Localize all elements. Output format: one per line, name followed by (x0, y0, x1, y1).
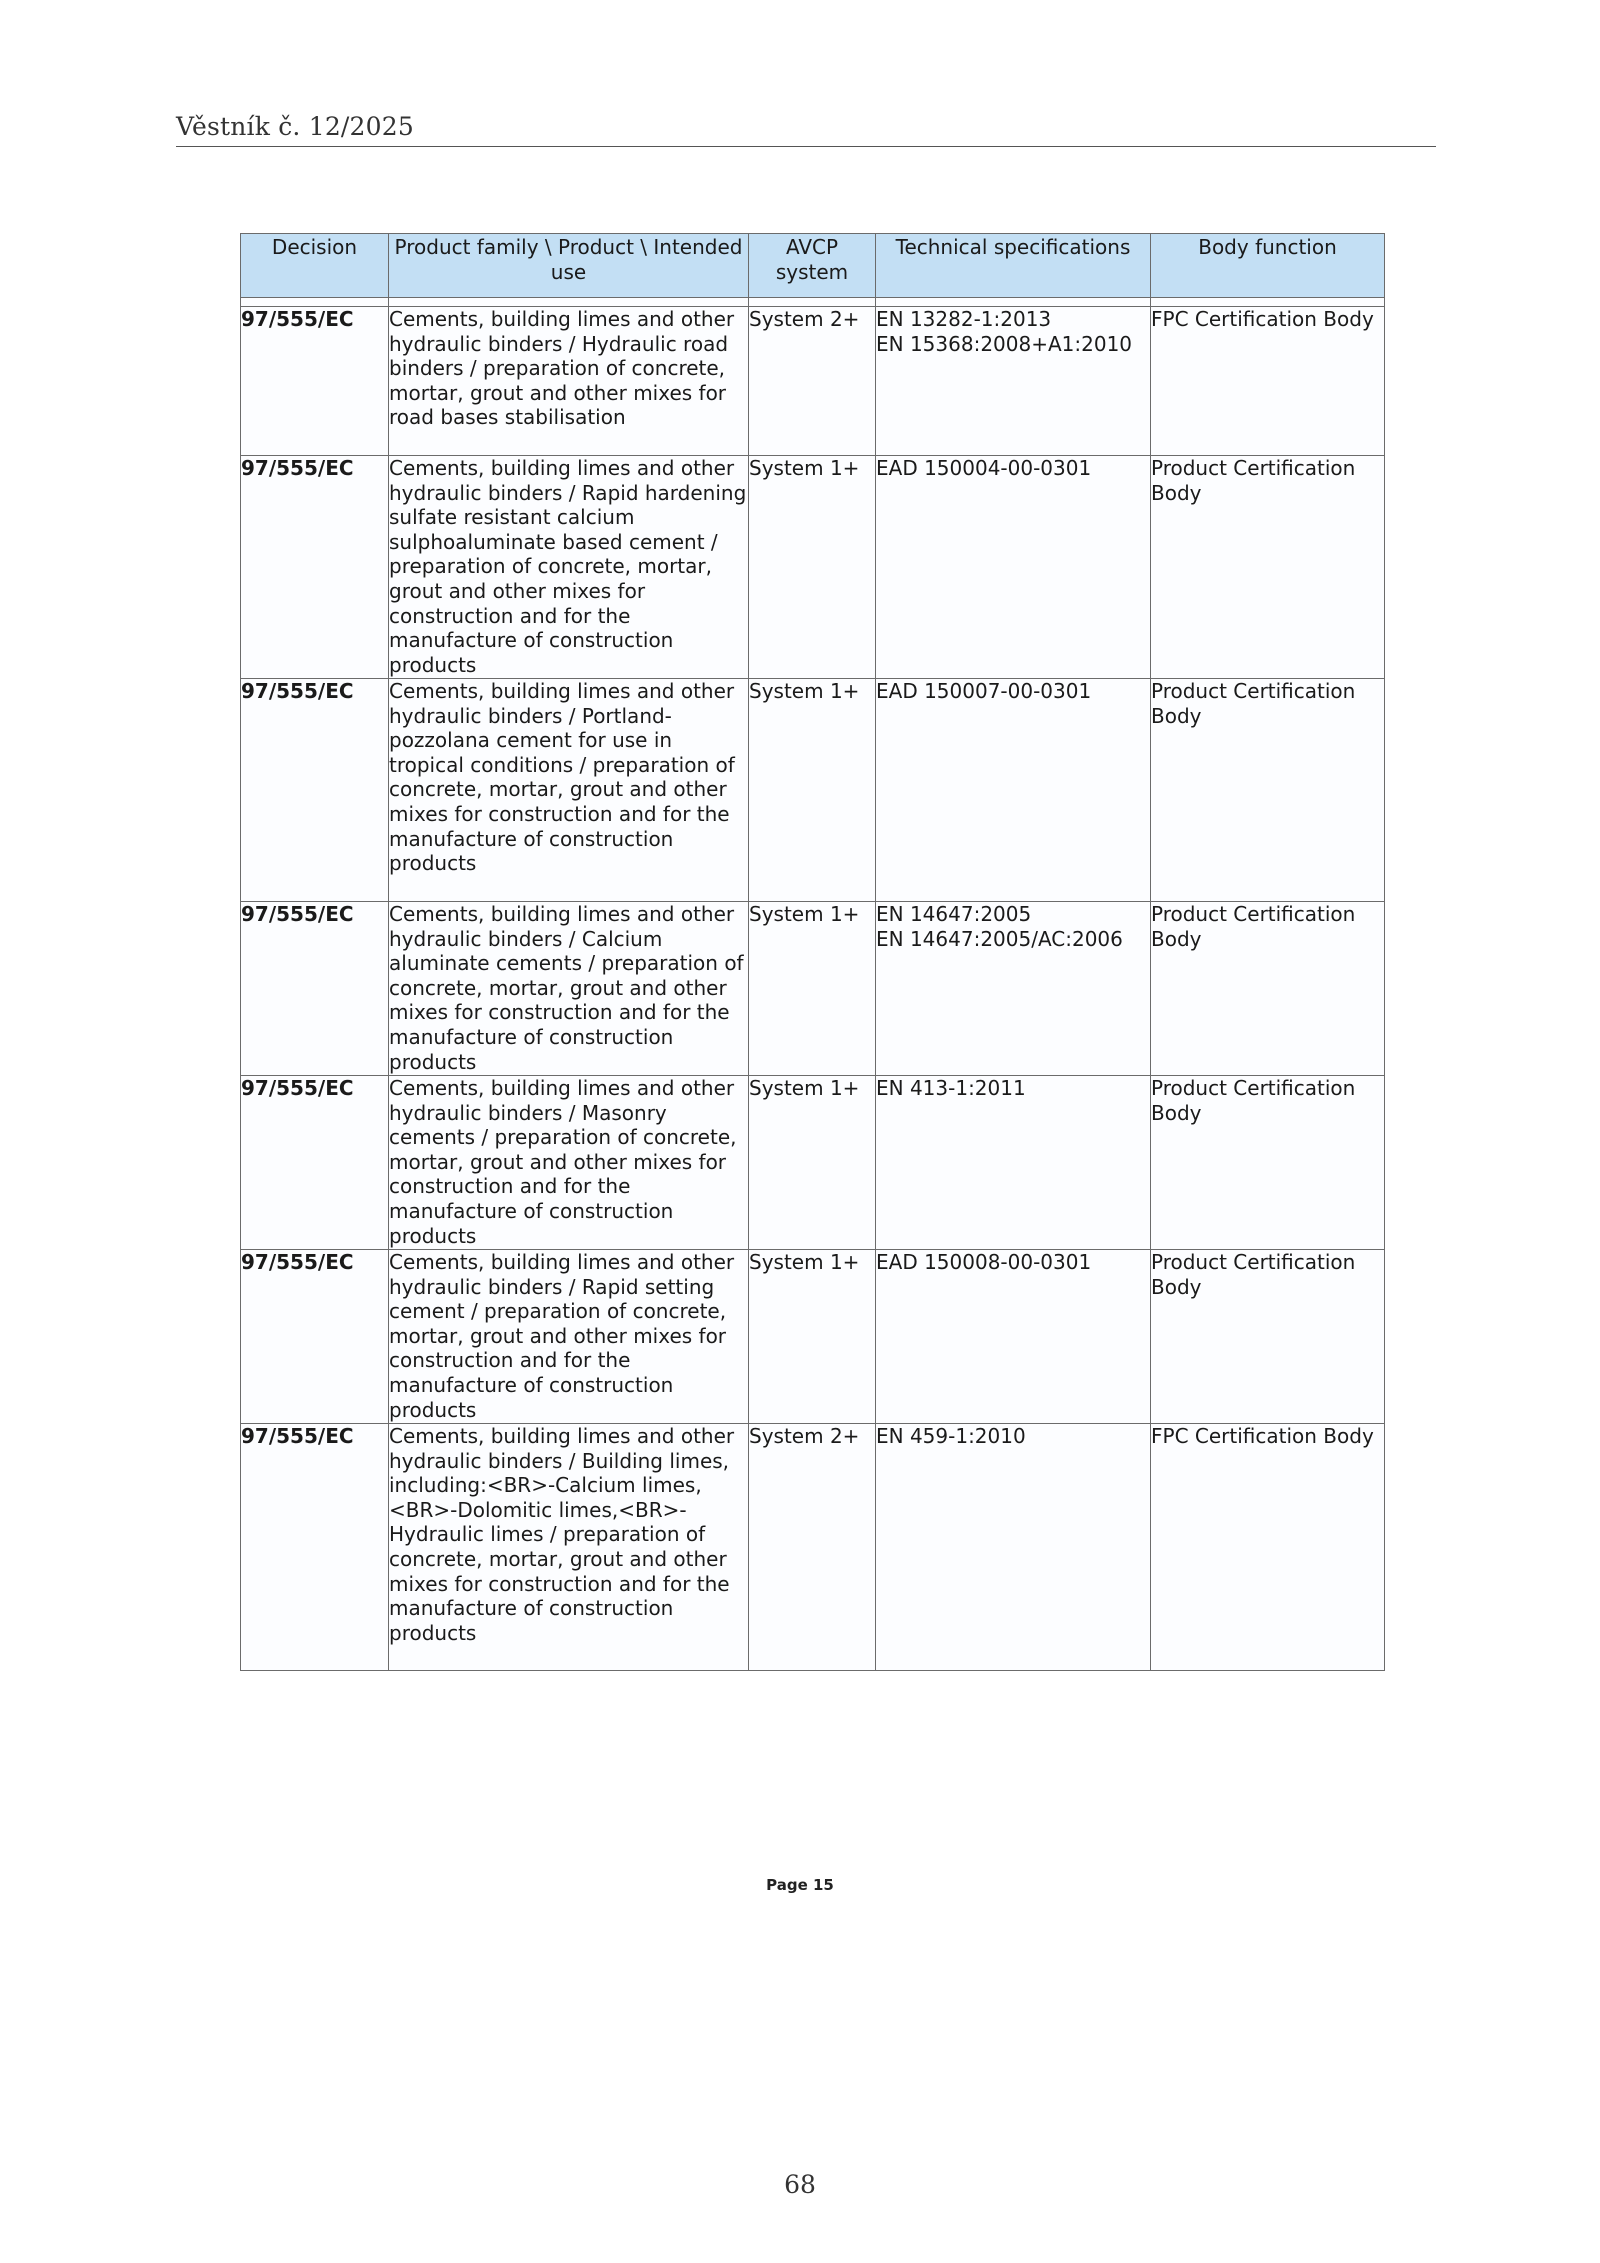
specs-cell (876, 902, 1151, 1076)
decision-cell: 97/555/EC (241, 1424, 389, 1671)
decision-cell: 97/555/EC (241, 679, 389, 902)
separator-cell (876, 298, 1151, 307)
header-rule (176, 146, 1436, 147)
column-header-body: Body function (1151, 234, 1385, 298)
spec-line: EAD 150004-00-0301 (876, 456, 1092, 480)
column-header-decision: Decision (241, 234, 389, 298)
avcp-cell: System 2+ (749, 1424, 876, 1671)
column-header-avcp: AVCP system (749, 234, 876, 298)
decision-cell: 97/555/EC (241, 1250, 389, 1424)
specifications-table (240, 233, 1385, 1671)
product-cell: Cements, building limes and other hydraulic binders / Masonry cements / preparation of concrete, mortar, grout and other mixes for construction and for the manufacture of construction products (389, 1076, 749, 1250)
product-cell: Cements, building limes and other hydraulic binders / Calcium aluminate cements / preparation of concrete, mortar, grout and other mixes for construction and for the manufacture of construction products (389, 902, 749, 1076)
decision-cell: 97/555/EC (241, 1076, 389, 1250)
table-row (241, 1076, 1385, 1250)
table-row (241, 1250, 1385, 1424)
body-cell: Product Certification Body (1151, 456, 1385, 679)
page-number: 68 (784, 2170, 816, 2199)
header-separator-row (241, 298, 1385, 307)
specs-cell (876, 1250, 1151, 1424)
table-page-label: Page 15 (766, 1876, 834, 1894)
table-row (241, 456, 1385, 679)
body-cell: Product Certification Body (1151, 1076, 1385, 1250)
table-header-row (241, 234, 1385, 298)
avcp-cell: System 2+ (749, 307, 876, 456)
table-row (241, 679, 1385, 902)
body-cell: FPC Certification Body (1151, 1424, 1385, 1671)
separator-cell (1151, 298, 1385, 307)
separator-cell (241, 298, 389, 307)
spec-line: EAD 150008-00-0301 (876, 1250, 1092, 1274)
spec-line: EN 413-1:2011 (876, 1076, 1026, 1100)
specs-cell (876, 679, 1151, 902)
product-cell: Cements, building limes and other hydraulic binders / Rapid setting cement / preparation of concrete, mortar, grout and other mixes for construction and for the manufacture of construction products (389, 1250, 749, 1424)
body-cell: Product Certification Body (1151, 679, 1385, 902)
spec-line: EN 15368:2008+A1:2010 (876, 331, 1133, 356)
spec-line: EN 14647:2005/AC:2006 (876, 926, 1123, 951)
spec-line: EAD 150007-00-0301 (876, 679, 1092, 703)
specs-cell (876, 1424, 1151, 1671)
spec-line: EN 14647:2005 (876, 902, 1032, 926)
table-container (240, 233, 1384, 1671)
product-cell: Cements, building limes and other hydraulic binders / Rapid hardening sulfate resistant calcium sulphoaluminate based cement / preparation of concrete, mortar, grout and other mixes for construction and for the manufacture of construction products (389, 456, 749, 679)
specs-cell (876, 307, 1151, 456)
specs-cell (876, 1076, 1151, 1250)
decision-cell: 97/555/EC (241, 456, 389, 679)
table-row (241, 902, 1385, 1076)
specs-cell (876, 456, 1151, 679)
column-header-product: Product family \ Product \ Intended use (389, 234, 749, 298)
avcp-cell: System 1+ (749, 1076, 876, 1250)
separator-cell (389, 298, 749, 307)
product-cell: Cements, building limes and other hydraulic binders / Building limes, including:<BR>-Calcium limes,<BR>-Dolomitic limes,<BR>-Hydraulic limes / preparation of concrete, mortar, grout and other mixes for construction and for the manufacture of construction products (389, 1424, 749, 1671)
column-header-specs: Technical specifications (876, 234, 1151, 298)
decision-cell: 97/555/EC (241, 902, 389, 1076)
body-cell: FPC Certification Body (1151, 307, 1385, 456)
separator-cell (749, 298, 876, 307)
spec-line: EN 13282-1:2013 (876, 307, 1052, 331)
avcp-cell: System 1+ (749, 1250, 876, 1424)
avcp-cell: System 1+ (749, 902, 876, 1076)
product-cell: Cements, building limes and other hydraulic binders / Hydraulic road binders / preparation of concrete, mortar, grout and other mixes for road bases stabilisation (389, 307, 749, 456)
spec-line: EN 459-1:2010 (876, 1424, 1026, 1448)
body-cell: Product Certification Body (1151, 1250, 1385, 1424)
body-cell: Product Certification Body (1151, 902, 1385, 1076)
table-row (241, 1424, 1385, 1671)
running-header-title: Věstník č. 12/2025 (176, 112, 414, 141)
table-row (241, 307, 1385, 456)
decision-cell: 97/555/EC (241, 307, 389, 456)
product-cell: Cements, building limes and other hydraulic binders / Portland-pozzolana cement for use in tropical conditions / preparation of concrete, mortar, grout and other mixes for construction and for the manufacture of construction products (389, 679, 749, 902)
avcp-cell: System 1+ (749, 679, 876, 902)
avcp-cell: System 1+ (749, 456, 876, 679)
